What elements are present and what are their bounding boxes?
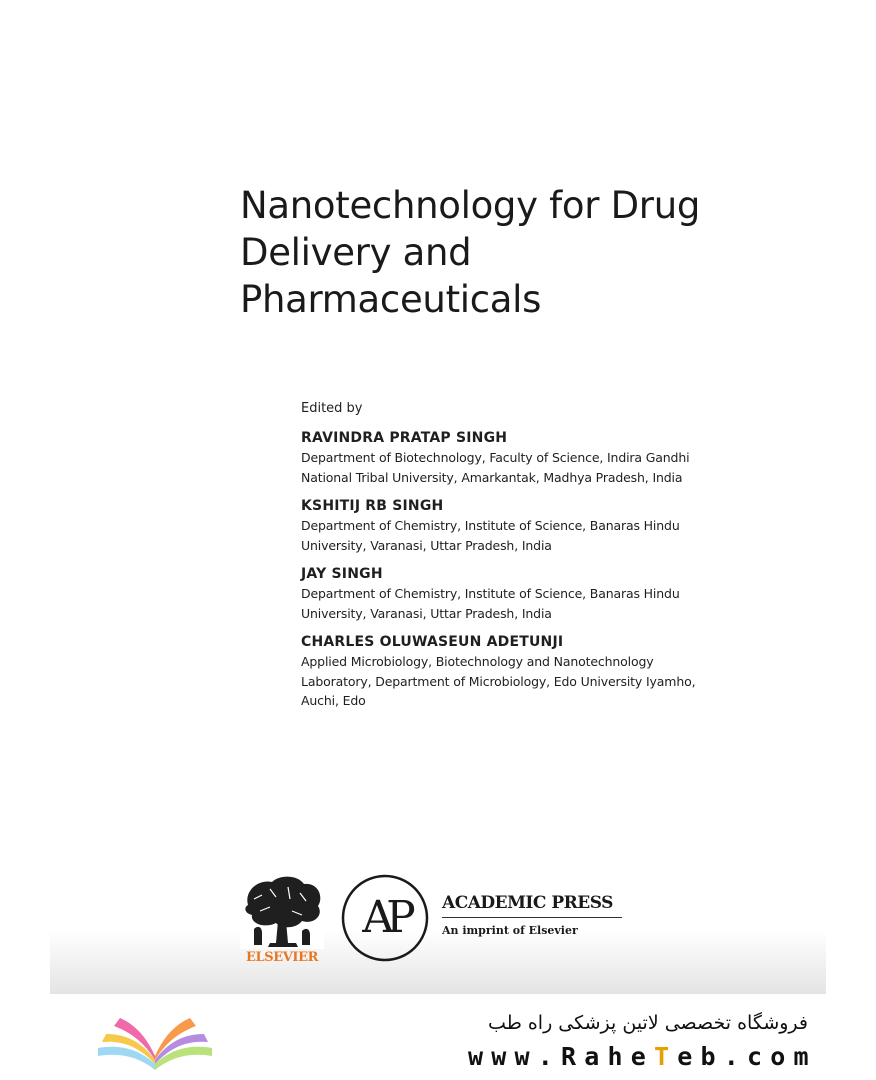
editor-affiliation-line: Applied Microbiology, Biotechnology and Nanotechnology xyxy=(301,654,654,669)
title-line: Delivery and xyxy=(240,231,472,274)
publisher-name: ACADEMIC PRESS xyxy=(442,893,622,918)
editor-entry xyxy=(301,428,761,487)
title-line: Nanotechnology for Drug xyxy=(240,184,701,227)
title-line: Pharmaceuticals xyxy=(240,278,542,321)
editor-entry xyxy=(301,632,761,711)
editor-name: KSHITIJ RB SINGH xyxy=(301,498,444,514)
editor-affiliation-line: University, Varanasi, Uttar Pradesh, India xyxy=(301,605,552,621)
url-prefix: www.Rahe xyxy=(468,1042,655,1071)
editor-entry xyxy=(301,564,761,623)
elsevier-tree-icon xyxy=(240,873,324,949)
academic-press-wordmark xyxy=(442,893,622,937)
open-book-icon xyxy=(92,1010,218,1076)
url-suffix: eb.com xyxy=(677,1042,817,1071)
footer-shadow-band xyxy=(50,930,826,994)
store-url[interactable] xyxy=(468,1042,817,1071)
rahe-teb-logo xyxy=(92,1010,218,1076)
elsevier-wordmark: ELSEVIER xyxy=(245,950,319,965)
editor-name: RAVINDRA PRATAP SINGH xyxy=(301,430,508,446)
editor-affiliation-line: Department of Chemistry, Institute of Science, Banaras Hindu xyxy=(301,586,680,601)
academic-press-monogram xyxy=(340,873,430,963)
editor-affiliation-line: University, Varanasi, Uttar Pradesh, India xyxy=(301,537,552,553)
editor-affiliation-line: Laboratory, Department of Microbiology, Edo University Iyamho, xyxy=(301,673,696,689)
editor-name: JAY SINGH xyxy=(301,566,383,582)
editor-entry xyxy=(301,496,761,555)
editor-affiliation-line: Auchi, Edo xyxy=(301,693,366,708)
store-tagline: فروشگاه تخصصی لاتین پزشکی راه طب xyxy=(488,1012,808,1034)
editor-affiliation-line: Department of Chemistry, Institute of Science, Banaras Hindu xyxy=(301,518,680,533)
editor-name: CHARLES OLUWASEUN ADETUNJI xyxy=(301,634,564,650)
elsevier-logo xyxy=(240,873,324,965)
editor-affiliation-line: National Tribal University, Amarkantak, Madhya Pradesh, India xyxy=(301,469,683,485)
ap-monogram-letters: AP xyxy=(362,892,408,943)
book-title xyxy=(240,182,760,323)
edited-by-label: Edited by xyxy=(301,401,363,416)
editors-section xyxy=(301,401,761,720)
url-highlight: T xyxy=(654,1042,678,1071)
editor-affiliation-line: Department of Biotechnology, Faculty of Science, Indira Gandhi xyxy=(301,450,690,465)
publisher-imprint: An imprint of Elsevier xyxy=(442,924,578,937)
